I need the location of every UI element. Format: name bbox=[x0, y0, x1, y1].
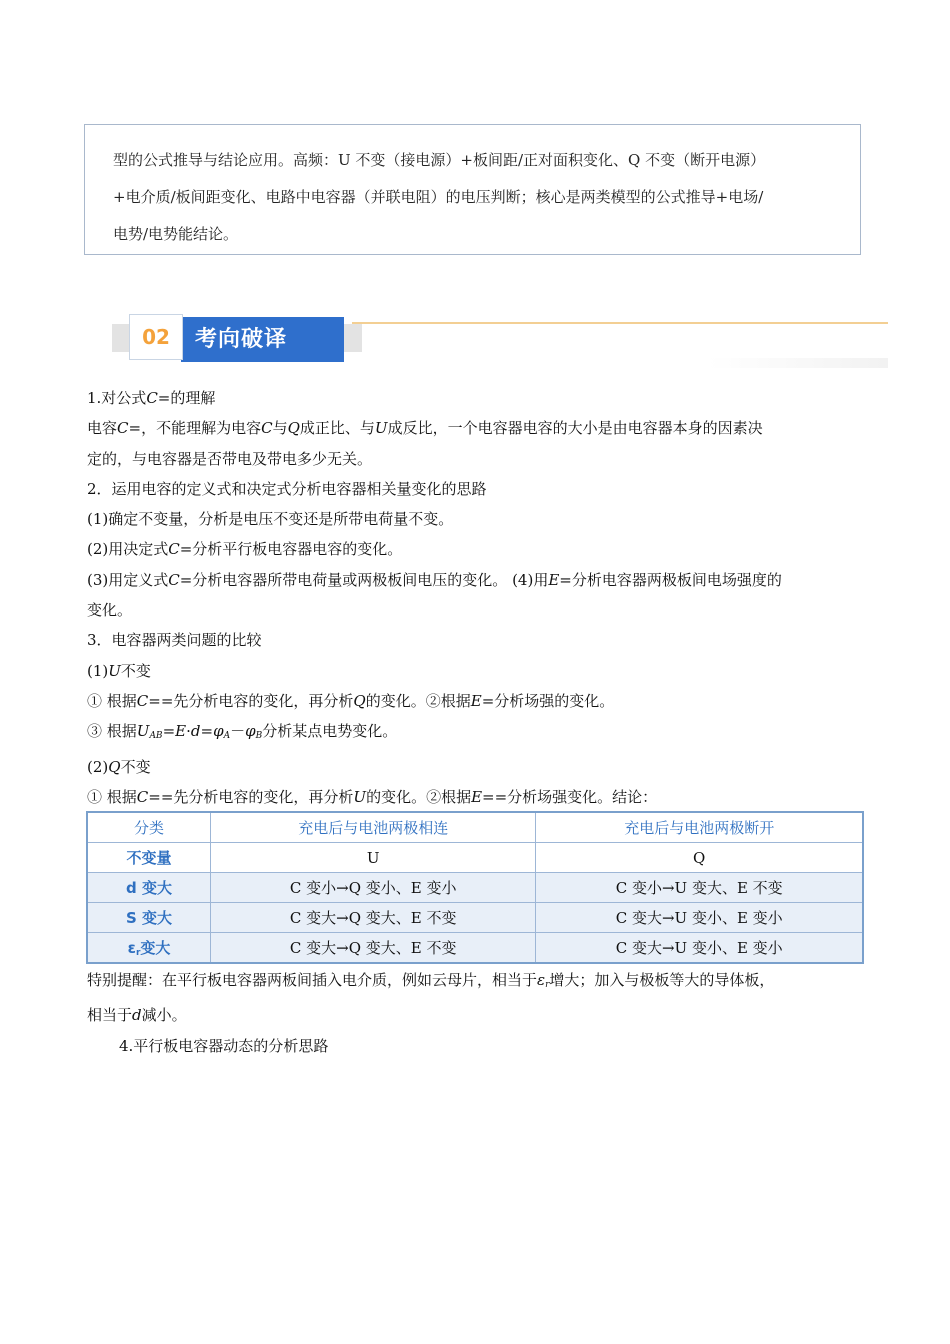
header-divider-line bbox=[352, 322, 888, 324]
paragraph: ③ 根据$U_{AB}=E\cdot d=\varphi_A-\varphi_B$分析某点电势变化。 bbox=[87, 722, 398, 742]
table-cell: C 变大→Q 变大、E 不变 bbox=[211, 933, 536, 964]
table-cell: U bbox=[211, 843, 536, 873]
table-row bbox=[87, 873, 863, 903]
paragraph: ① 根据C==先分析电容的变化，再分析U的变化。②根据E==分析场强变化。结论： bbox=[87, 787, 658, 806]
table-header-cell: 充电后与电池两极相连 bbox=[211, 812, 536, 843]
paragraph: 变化。 bbox=[87, 601, 133, 620]
table-cell: d 变大 bbox=[87, 873, 211, 903]
paragraph: (1)确定不变量，分析是电压不变还是所带电荷量不变。 bbox=[87, 510, 454, 529]
paragraph: 定的，与电容器是否带电及带电多少无关。 bbox=[87, 449, 373, 468]
paragraph: 电容C=，不能理解为电容C与Q成正比、与U成反比，一个电容器电容的大小是由电容器本身的因素决 bbox=[87, 419, 763, 438]
section-title: 考向破译 bbox=[181, 317, 344, 362]
paragraph: (2)Q不变 bbox=[87, 757, 151, 776]
summary-line-2: +电介质/板间距变化、电路中电容器（并联电阻）的电压判断；核心是两类模型的公式推导+电场/ bbox=[113, 188, 764, 206]
after-table-content bbox=[87, 965, 865, 1061]
table-header-row bbox=[87, 812, 863, 843]
table-cell: Q bbox=[536, 843, 863, 873]
table-cell: C 变小→U 变大、E 不变 bbox=[536, 873, 863, 903]
table-cell: $\varepsilon_r$变大 bbox=[87, 933, 211, 964]
section-header bbox=[112, 314, 888, 366]
paragraph: 相当于d减小。 bbox=[87, 1006, 187, 1025]
comparison-table bbox=[86, 811, 864, 964]
paragraph: 4.平行板电容器动态的分析思路 bbox=[119, 1036, 329, 1055]
table-cell: C 变大→U 变小、E 变小 bbox=[536, 933, 863, 964]
paragraph: ① 根据C==先分析电容的变化，再分析Q的变化。②根据E=分析场强的变化。 bbox=[87, 691, 615, 710]
table-header-cell: 充电后与电池两极断开 bbox=[536, 812, 863, 843]
table-row bbox=[87, 843, 863, 873]
paragraph: (1)U不变 bbox=[87, 661, 151, 680]
table-cell: C 变大→U 变小、E 变小 bbox=[536, 903, 863, 933]
table-cell: 不变量 bbox=[87, 843, 211, 873]
paragraph: 2．运用电容的定义式和决定式分析电容器相关量变化的思路 bbox=[87, 479, 487, 498]
table-cell: S 变大 bbox=[87, 903, 211, 933]
table-cell: C 变大→Q 变大、E 不变 bbox=[211, 903, 536, 933]
paragraph: 特别提醒：在平行板电容器两板间插入电介质，例如云母片，相当于$\varepsilon_r$增大；加入与极板等大的导体板， bbox=[87, 971, 775, 990]
paragraph: (2)用决定式C=分析平行板电容器电容的变化。 bbox=[87, 540, 403, 559]
summary-line-1: 型的公式推导与结论应用。高频：U 不变（接电源）+板间距/正对面积变化、Q 不变（断开电源） bbox=[113, 151, 766, 169]
header-fade-band bbox=[708, 358, 888, 368]
paragraph: (3)用定义式C=分析电容器所带电荷量或两极板间电压的变化。 (4)用E=分析电容器两极板间电场强度的 bbox=[87, 570, 782, 589]
summary-box bbox=[84, 124, 861, 255]
table-header-cell: 分类 bbox=[87, 812, 211, 843]
paragraph: 3．电容器两类问题的比较 bbox=[87, 631, 262, 650]
paragraph: 1.对公式C=的理解 bbox=[87, 389, 216, 407]
table-row bbox=[87, 933, 863, 964]
table-row bbox=[87, 903, 863, 933]
table-cell: C 变小→Q 变小、E 变小 bbox=[211, 873, 536, 903]
section-number: 02 bbox=[129, 314, 183, 360]
summary-line-3: 电势/电势能结论。 bbox=[113, 225, 239, 243]
main-content bbox=[87, 383, 865, 812]
